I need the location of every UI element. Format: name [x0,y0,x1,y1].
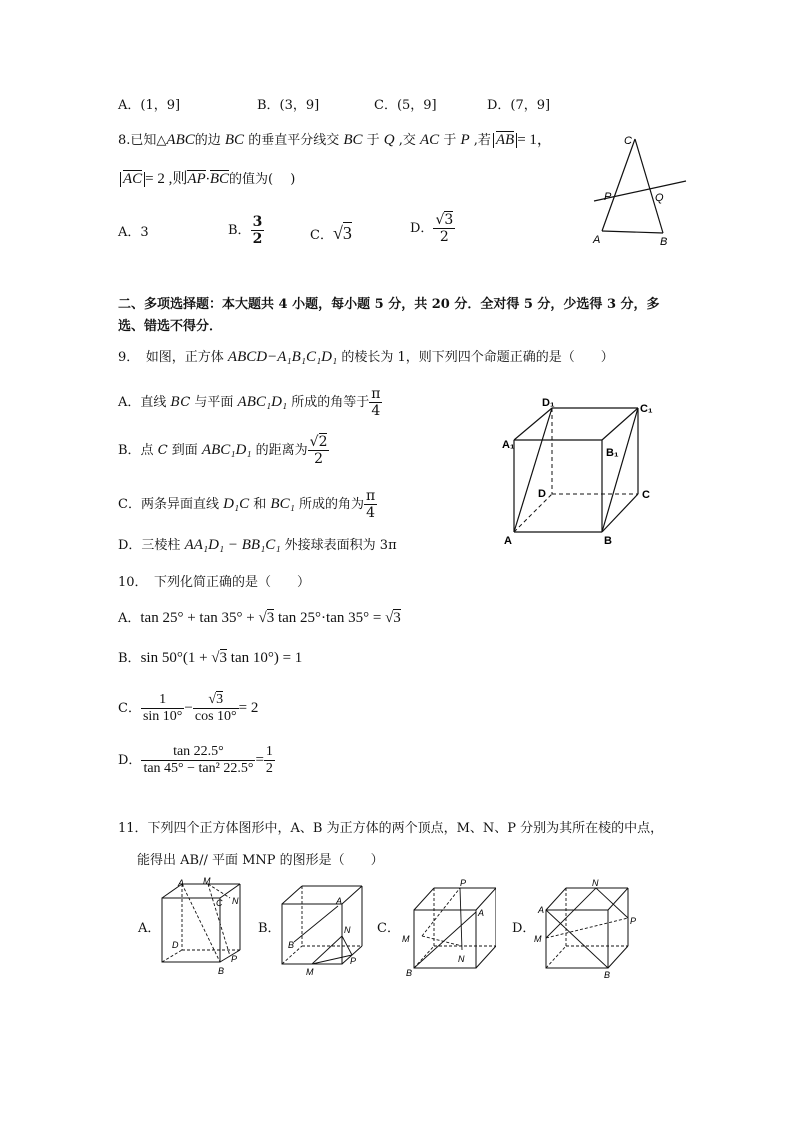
q10-option-c: C． $\frac{1}{\sin 10^\circ}$ − $\frac{√3}{\cos 10^\circ}$ = 2 [118,692,259,724]
q11-stem-line2: 能得出 AB// 平面 MNP 的图形是（ ） [137,853,384,868]
label-b: B [406,968,413,978]
label-b: B [218,966,225,976]
q10-option-d: D． $\frac{\tan 22.5^\circ}{\text{tan 45° − tan² 22.5°}}$ = $\frac{1}{2}$ [118,744,273,776]
label-a: A [478,908,485,918]
q9-cube-figure [498,394,666,550]
label-m: M [306,967,314,977]
label-m: M [402,934,410,944]
label-n: N [232,896,239,906]
label-c: C [624,135,632,147]
label-q: Q [655,192,664,204]
q10-stem: 10． 下列化简正确的是（ ） [118,575,311,590]
q9-option-d: D．三棱柱 AA₁D₁ − BB₁C₁ 外接球表面积为 3π [118,537,397,553]
label-b: B [660,236,668,248]
label-a1: A₁ [502,439,515,451]
label-b: B [604,535,612,547]
label-m: M [203,876,211,886]
label-c: C [216,898,223,908]
q7-option-c: C．(5，9] [374,98,437,113]
label-b: B [604,970,611,980]
q7-option-d: D．(7，9] [487,98,551,113]
q8-option-c: C．√3 [310,223,352,243]
q11-stem: 11．下列四个正方体图形中，A、B 为正方体的两个顶点，M、N、P 分别为其所在棱的中点， [118,821,664,836]
q11-option-b-label: B． [258,921,281,936]
vector-bc: BC [209,171,230,187]
label-a: A [538,905,545,915]
q7-option-a: A．(1，9] [118,98,181,113]
label-n: N [344,925,351,935]
label-p: P [630,916,637,926]
q11-figure-c [400,878,496,978]
label-d1: D₁ [542,397,555,409]
label-a: A [504,535,512,547]
label-b: B [288,940,295,950]
q8-option-a: A．3 [118,225,149,240]
q7-option-b: B．(3，9] [257,98,320,113]
label-p: P [604,191,612,203]
vector-ap: AP [187,171,206,187]
q10-option-b: B．sin 50°(1 + √3 tan 10°) = 1 [118,650,303,666]
label-p: P [350,956,357,966]
label-b1: B₁ [606,447,619,459]
q10-option-a: A．tan 25° + tan 35° + √3 tan 25°·tan 35° = √3 [118,610,401,626]
q11-figure-d [532,878,638,980]
q9-option-a: A．直线 BC 与平面 ABC₁D₁ 所成的角等于 $\frac{\pi}{4}$ [118,386,381,419]
q9-option-c: C．两条异面直线 D₁C 和 BC₁ 所成的角为 $\frac{\pi}{4}$ [118,488,376,521]
q11-option-a-label: A． [138,921,161,936]
q11-figure-a [156,876,246,980]
label-d: D [538,488,546,500]
vector-ac: AC [123,171,143,187]
q11-figure-b [276,878,368,978]
label-n: N [458,954,465,964]
q8-option-b: B． $\frac{3}{2}$ [228,214,263,247]
label-d: D [172,940,179,950]
q8-option-d: D． $\frac{√3}{2}$ [410,212,454,245]
label-a: A [593,234,601,246]
label-m: M [534,934,542,944]
label-a: A [336,896,343,906]
label-c1: C₁ [640,403,653,415]
section-2-heading-line2: 选、错选不得分． [118,319,223,334]
label-c: C [642,489,650,501]
q8-triangle-figure [588,128,698,252]
q9-option-b: B．点 C 到面 ABC₁D₁ 的距离为 $\frac{√2}{2}$ [118,434,328,467]
q9-stem: 9． 如图，正方体 ABCD−A₁B₁C₁D₁ 的棱长为 1，则下列四个命题正确的是（ ） [118,349,614,365]
vector-ab: AB [495,132,515,148]
section-2-heading: 二、多项选择题：本大题共 4 小题，每小题 5 分，共 20 分．全对得 5 分，少选得 3 分，多 [118,297,660,312]
q8-stem: 8.已知△ABC的边 BC 的垂直平分线交 BC 于 Q ,交 AC 于 P ,若 AB = 1， [118,132,552,148]
label-a: A [178,878,185,888]
label-p: P [460,878,467,888]
q11-option-c-label: C． [377,921,400,936]
label-n: N [592,878,599,888]
q8-stem-line2: AC = 2 ,则AP·BC的值为( ) [120,170,295,189]
q11-option-d-label: D． [512,921,536,936]
label-p: P [231,954,238,964]
